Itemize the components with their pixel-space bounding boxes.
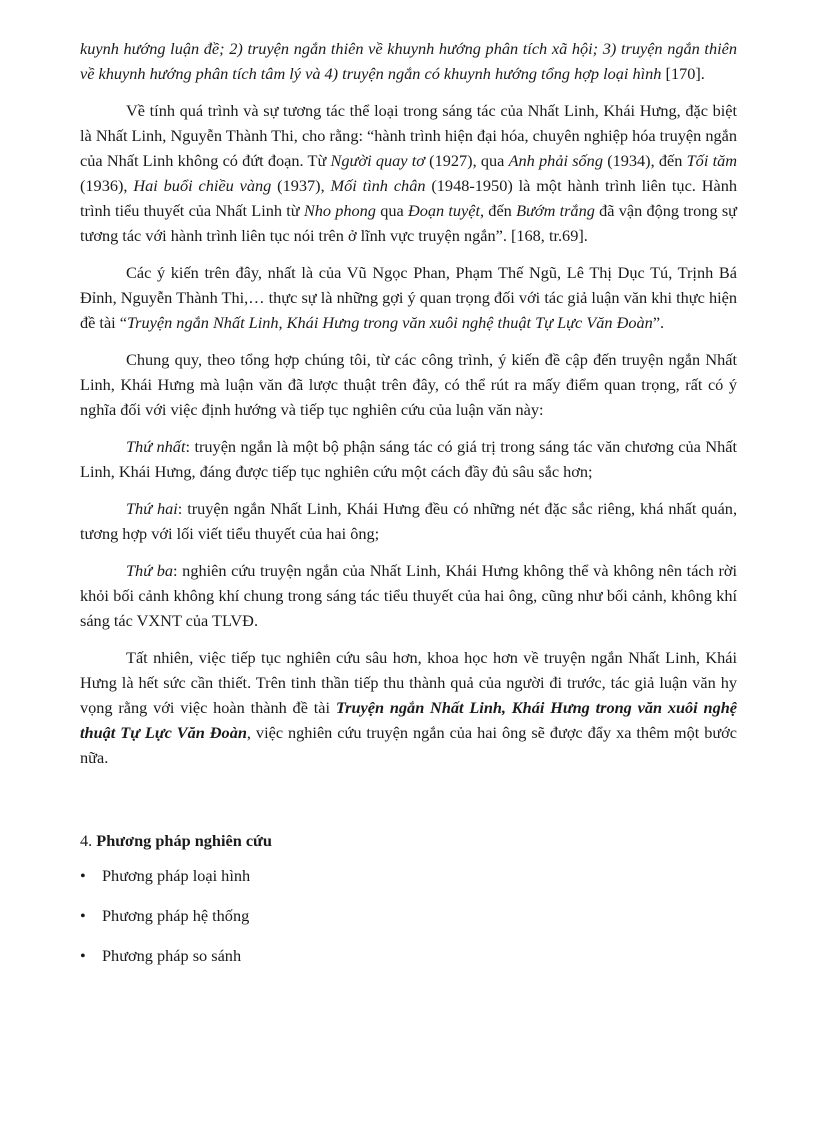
method-label: Phương pháp so sánh [102, 946, 242, 965]
method-label: Phương pháp loại hình [102, 866, 251, 885]
thesis-title: Truyện ngắn Nhất Linh, Khái Hưng trong văn xuôi nghệ thuật Tự Lực Văn Đoàn [127, 313, 653, 332]
method-label: Phương pháp hệ thống [102, 906, 250, 925]
list-item [80, 863, 737, 888]
point-label: Thứ ba [126, 561, 174, 580]
work-title: Đoạn tuyệt [407, 201, 480, 220]
list-item [80, 943, 737, 968]
methods-list [80, 863, 737, 968]
citation-170: [170]. [661, 64, 705, 83]
paragraph-typology-continuation [80, 36, 737, 86]
paragraph-point-second: Thứ hai: truyện ngắn Nhất Linh, Khái Hưng đều có những nét đặc sắc riêng, khá nhất quán, tương hợp với lối viết tiểu thuyết của hai ông; [80, 499, 738, 543]
paragraph-opinions-summary: Các ý kiến trên đây, nhất là của Vũ Ngọc Phan, Phạm Thế Ngũ, Lê Thị Dục Tú, Trịnh Bá Đỉnh, Nguyễn Thành Thi,… thực sự là những gợi ý quan trọng đối với tác giả luận văn khi thực hiện đề tài “Truyện ngắn Nhất Linh, Khái Hưng trong văn xuôi nghệ thuật Tự Lực Văn Đoàn”. [80, 263, 737, 332]
point-label: Thứ hai [126, 499, 178, 518]
work-title: Tối tăm [686, 151, 737, 170]
bullet-icon: • [80, 906, 86, 925]
section-number: 4. [80, 831, 97, 850]
work-title: Nho phong [303, 201, 376, 220]
paragraph-closing: Tất nhiên, việc tiếp tục nghiên cứu sâu hơn, khoa học hơn về truyện ngắn Nhất Linh, Khái Hưng là hết sức cần thiết. Trên tinh thần tiếp thu thành quả của người đi trước, tác giả luận văn hy vọng rằng với việc hoàn thành đề tài Truyện ngắn Nhất Linh, Khái Hưng trong văn xuôi nghệ thuật Tự Lực Văn Đoàn, việc nghiên cứu truyện ngắn của hai ông sẽ được đẩy xa thêm một bước nữa. [80, 648, 737, 767]
bullet-icon: • [80, 946, 86, 965]
work-title: Mối tình chân [330, 176, 426, 195]
thesis-title-bold: Truyện ngắn Nhất Linh, Khái Hưng trong văn xuôi nghệ thuật Tự Lực Văn Đoàn [80, 698, 737, 742]
paragraph-conclusion-intro: Chung quy, theo tổng hợp chúng tôi, từ các công trình, ý kiến đề cập đến truyện ngắn Nhất Linh, Khái Hưng mà luận văn đã lược thuật trên đây, có thể rút ra mấy điểm quan trọng, rất có ý nghĩa đối với việc định hướng và tiếp tục nghiên cứu của luận văn này: [80, 350, 737, 419]
paragraph-point-third: Thứ ba: nghiên cứu truyện ngắn của Nhất Linh, Khái Hưng không thể và không nên tách rời khỏi bối cảnh không khí chung trong sáng tác tiểu thuyết của hai ông, cũng như bối cảnh, không khí sáng tác VXNT của TLVĐ. [80, 561, 738, 630]
work-title: Anh phải sống [508, 151, 603, 170]
work-title: Bướm trắng [516, 201, 595, 220]
paragraph-nguyen-thanh-thi-quote: Về tính quá trình và sự tương tác thể loại trong sáng tác của Nhất Linh, Khái Hưng, đặc biệt là Nhất Linh, Nguyễn Thành Thi, cho rằng: “hành trình hiện đại hóa, chuyên nghiệp hóa truyện ngắn của Nhất Linh không có đứt đoạn. Từ Người quay tơ (1927), qua Anh phải sống (1934), đến Tối tăm (1936), Hai buổi chiều vàng (1937), Mối tình chân (1948-1950) là một hành trình liên tục. Hành trình tiểu thuyết của Nhất Linh từ Nho phong qua Đoạn tuyệt, đến Bướm trắng đã vận động trong sự tương tác với hành trình liên tục nói trên ở lĩnh vực truyện ngắn”. [168, tr.69]. [80, 101, 738, 245]
work-title: Hai buổi chiều vàng [133, 176, 272, 195]
section-heading-methods [80, 828, 737, 853]
bullet-icon: • [80, 866, 86, 885]
document-page [80, 36, 737, 983]
list-item [80, 903, 737, 928]
work-title: Người quay tơ [330, 151, 425, 170]
section-title: Phương pháp nghiên cứu [96, 831, 272, 850]
paragraph-point-first: Thứ nhất: truyện ngắn là một bộ phận sáng tác có giá trị trong sáng tác văn chương của Nhất Linh, Khái Hưng, đáng được tiếp tục nghiên cứu một cách đầy đủ sâu sắc hơn; [80, 437, 738, 481]
typology-list-text: kuynh hướng luận đề; 2) truyện ngắn thiên về khuynh hướng phân tích xã hội; 3) truyện ngắn thiên về khuynh hướng phân tích tâm lý và 4) truyện ngắn có khuynh hướng tổng hợp loại hình [80, 39, 737, 83]
point-label: Thứ nhất [126, 437, 186, 456]
